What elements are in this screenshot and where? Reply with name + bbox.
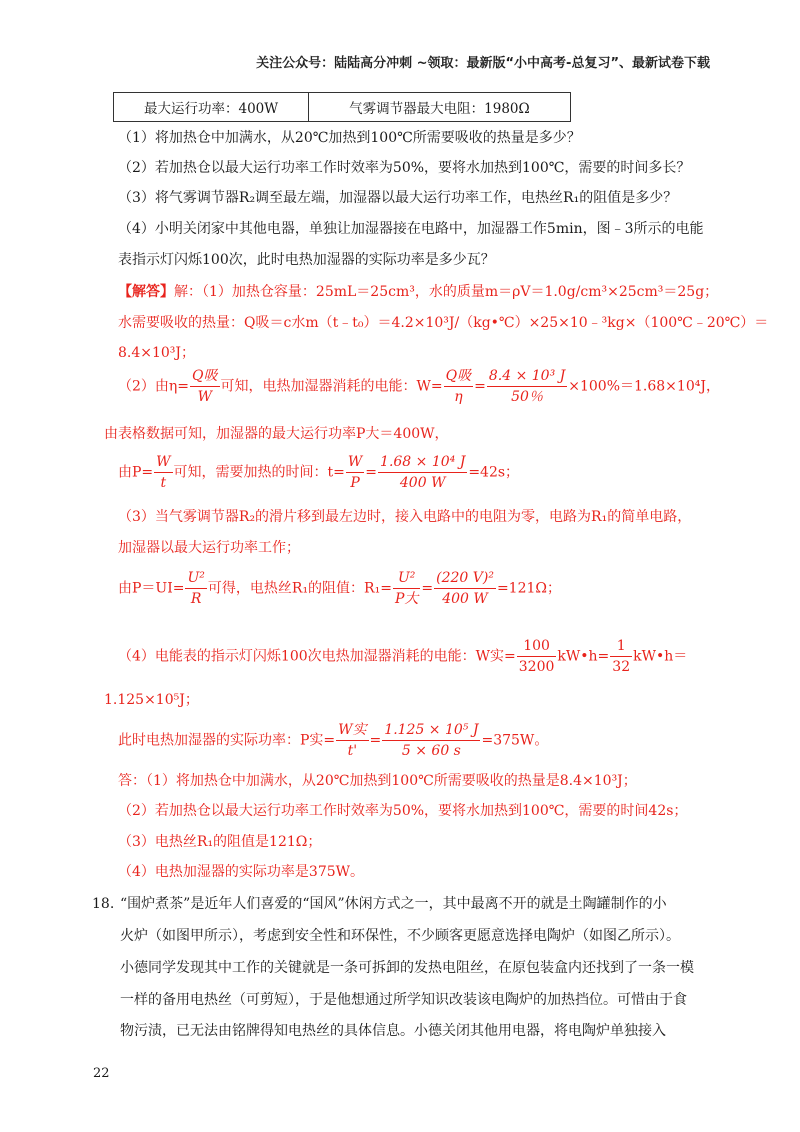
question-18-line5: 物污渍，已无法由铭牌得知电热丝的具体信息。小德关闭其他用电器，将电陶炉单独接入 <box>120 1023 666 1039</box>
question-18-line3: 小德同学发现其中工作的关键就是一条可拆卸的发热电阻丝，在原包装盒内还找到了一条一模 <box>120 960 694 976</box>
question-4-cont: 表指示灯闪烁100次，此时电热加湿器的实际功率是多少瓦？ <box>118 252 495 268</box>
fraction: $\frac{\text{8.4 × 10³ J}}{50\%}$ <box>488 368 566 405</box>
question-2: （2）若加热仓以最大运行功率工作时效率为50%，要将水加热到100℃，需要的时间多长？ <box>118 160 691 176</box>
fraction: $\frac{\text{W实}}{t'}$ <box>338 722 367 759</box>
question-3: （3）将气雾调节器R₂调至最左端，加湿器以最大运行功率工作，电热丝R₁的阻值是多少？ <box>118 190 678 206</box>
max-resistance-cell: 气雾调节器最大电阻：1980Ω <box>309 93 571 122</box>
solution-part1-line2: 水需要吸收的热量：Q吸＝c水m（t﹣t₀）＝4.2×10³J/（kg•℃）×25×10﹣³kg×（100℃﹣20℃）＝ <box>118 315 769 331</box>
answer-1: 答：（1）将加热仓中加满水，从20℃加热到100℃所需要吸收的热量是8.4×10³J； <box>118 773 637 789</box>
question-18-line2: 火炉（如图甲所示），考虑到安全性和环保性，不少顾客更愿意选择电陶炉（如图乙所示）。 <box>120 928 680 944</box>
page-header: 关注公众号：陆陆高分冲刺 ~领取：最新版“小中高考-总复习”、最新试卷下载 <box>256 56 710 71</box>
fraction: $\frac{\text{U²}}{R}$ <box>187 570 205 607</box>
fraction: $\frac{W}{P}$ <box>347 454 363 491</box>
fraction: $\frac{\text{Q吸}}{W}$ <box>192 368 218 405</box>
answer-2: （2）若加热仓以最大运行功率工作时效率为50%，要将水加热到100℃，需要的时间42s； <box>118 803 688 819</box>
answer-4: （4）电热加湿器的实际功率是375W。 <box>118 864 365 880</box>
question-18-line4: 一样的备用电热丝（可剪短），于是他想通过所学知识改装该电陶炉的加热挡位。可惜由于食 <box>120 992 687 1008</box>
fraction: $\frac{\text{1.125 × 10⁵ J}}{5 \times 60 s}$ <box>384 722 479 759</box>
parameter-table <box>113 92 571 122</box>
fraction: $\frac{\text{U²}}{\text{P大}}$ <box>394 570 419 607</box>
solution-part3-formula: 由P＝UI= $\frac{\text{U²}}{R}$ 可得，电热丝R₁的阻值：R₁= $\frac{\text{U²}}{\text{P大}}$ = $\frac{\text{(220 V)²}}{400 W}$ =121Ω； <box>118 570 561 607</box>
question-18-line1: “围炉煮茶”是近年人们喜爱的“国风”休闲方式之一，其中最离不开的就是土陶罐制作的小 <box>120 896 667 912</box>
solution-part2-time: 由P= $\frac{W}{t}$ 可知，需要加热的时间：t= $\frac{W}{P}$ = $\frac{\text{1.68 × 10⁴ J}}{400 W}$ =42s； <box>118 454 520 491</box>
fraction: $\frac{\text{1.68 × 10⁴ J}}{400 W}$ <box>380 454 466 491</box>
question-18-number: 18. <box>92 896 115 912</box>
solution-part1-line1: 【解答】解：（1）加热仓容量：25mL＝25cm³，水的质量m＝ρV＝1.0g/cm³×25cm³＝25g； <box>118 284 719 300</box>
solution-part3-line1: （3）当气雾调节器R₂的滑片移到最左边时，接入电路中的电阻为零，电路为R₁的简单电路， <box>118 509 692 525</box>
fraction: $\frac{W}{t}$ <box>156 454 171 491</box>
solution-tag: 【解答】 <box>118 284 174 300</box>
solution-part4-line2: 1.125×10⁵J； <box>104 692 199 708</box>
solution-part2-formula: （2）由η= $\frac{\text{Q吸}}{W}$ 可知，电热加湿器消耗的电能：W= $\frac{\text{Q吸}}{\eta}$ = $\frac{\text{8.4 × 10³ J}}{50\%}$ ×100%＝1.68×10⁴J， <box>118 368 720 405</box>
max-power-cell: 最大运行功率：400W <box>114 93 309 122</box>
solution-part4-formula: （4）电能表的指示灯闪烁100次电热加湿器消耗的电能：W实= $\frac{100}{3200}$ kW•h= $\frac{1}{32}$ kW•h＝ <box>118 638 688 675</box>
solution-part1-line3: 8.4×10³J； <box>118 345 196 361</box>
page-number: 22 <box>93 1066 110 1081</box>
fraction: $\frac{\text{Q吸}}{\eta}$ <box>445 368 472 405</box>
solution-part4-power: 此时电热加湿器的实际功率：P实= $\frac{\text{W实}}{t'}$ = $\frac{\text{1.125 × 10⁵ J}}{5 \times 60 s}$ =375W。 <box>118 722 549 759</box>
fraction: $\frac{\text{(220 V)²}}{400 W}$ <box>436 570 494 607</box>
question-4: （4）小明关闭家中其他电器，单独让加湿器接在电路中，加湿器工作5min，图﹣3所示的电能 <box>118 221 704 237</box>
question-1: （1）将加热仓中加满水，从20℃加热到100℃所需要吸收的热量是多少？ <box>118 130 581 146</box>
solution-part3-line2: 加湿器以最大运行功率工作； <box>118 540 300 556</box>
fraction: $\frac{100}{3200}$ <box>518 638 555 675</box>
answer-3: （3）电热丝R₁的阻值是121Ω； <box>118 834 322 850</box>
solution-part2-line2: 由表格数据可知，加湿器的最大运行功率P大＝400W， <box>104 426 449 442</box>
fraction: $\frac{1}{32}$ <box>612 638 631 675</box>
